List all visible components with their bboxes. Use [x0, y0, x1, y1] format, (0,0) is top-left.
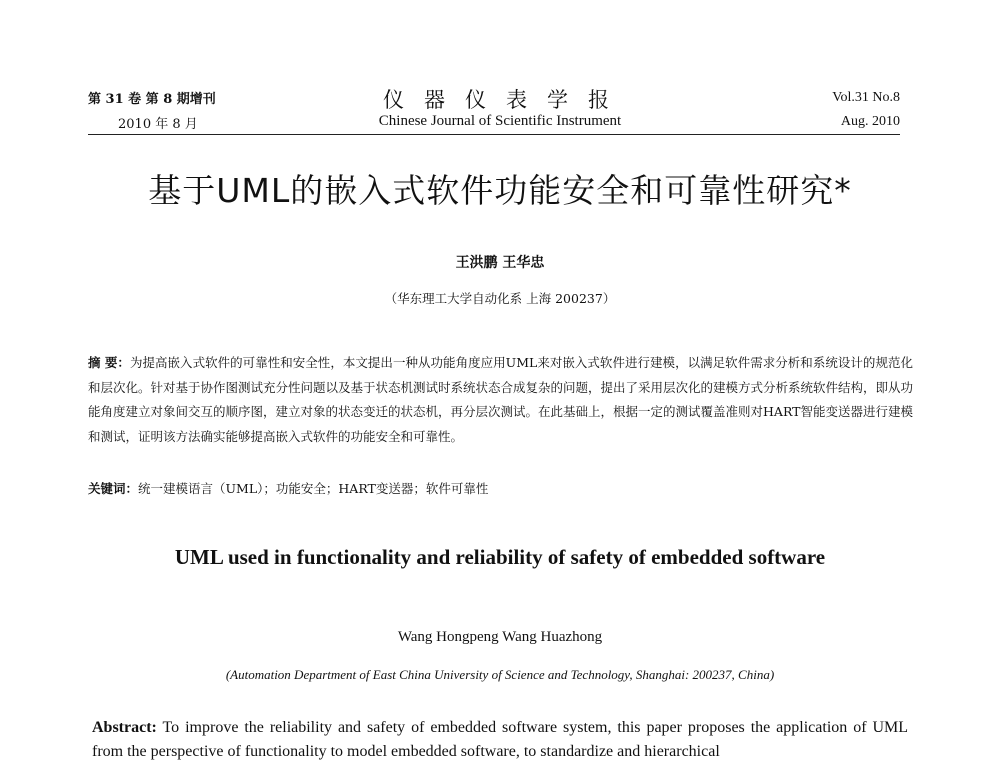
header-rule — [88, 134, 900, 135]
journal-title-en: Chinese Journal of Scientific Instrument — [378, 113, 622, 129]
date-cn: 2010 年 8 月 — [118, 117, 198, 132]
journal-title-cn: 仪器仪表学报 — [383, 88, 629, 112]
keywords-cn-label: 关键词： — [88, 481, 139, 496]
keywords-cn-text: 统一建模语言（UML）；功能安全；HART变送器；软件可靠性 — [138, 481, 489, 496]
affiliation-cn: （华东理工大学自动化系 上海 200237） — [384, 291, 616, 306]
abstract-en-text: To improve the reliability and safety of embedded software system, this paper proposes the application of UML from the perspective of functionality to model embedded software, to standardize and hierarchical — [92, 719, 908, 760]
authors-en: Wang Hongpeng Wang Huazhong — [397, 629, 603, 645]
abstract-cn — [88, 351, 913, 449]
affiliation-en: (Automation Department of East China University of Science and Technology, Shanghai: 200237, China) — [225, 667, 775, 682]
date-en: Aug. 2010 — [840, 114, 900, 129]
volume-issue-en: Vol.31 No.8 — [832, 90, 900, 105]
volume-issue-cn: 第 31 卷 第 8 期增刊 — [88, 92, 216, 107]
abstract-cn-text: 为提高嵌入式软件的可靠性和安全性，本文提出一种从功能角度应用UML来对嵌入式软件进行建模，以满足软件需求分析和系统设计的规范化和层次化。针对基于协作图测试充分性问题以及基于状态机测试时系统状态合成复杂的问题，提出了采用层次化的建模方式分析系统软件结构，即从功能角度建立对象间交互的顺序图，建立对象的状态变迁的状态机，再分层次测试。在此基础上，根据一定的测试覆盖准则对HART智能变送器进行建模和测试，证明该方法确实能够提高嵌入式软件的功能安全和可靠性。 — [88, 355, 914, 444]
paper-title-en: UML used in functionality and reliability of safety of embedded software — [174, 545, 826, 569]
abstract-cn-label: 摘 要： — [88, 355, 130, 370]
keywords-cn — [88, 479, 913, 497]
abstract-en — [92, 716, 908, 764]
abstract-en-label: Abstract: — [92, 719, 157, 736]
authors-cn: 王洪鹏 王华忠 — [455, 255, 545, 271]
paper-title-cn: 基于UML的嵌入式软件功能安全和可靠性研究* — [148, 171, 852, 210]
